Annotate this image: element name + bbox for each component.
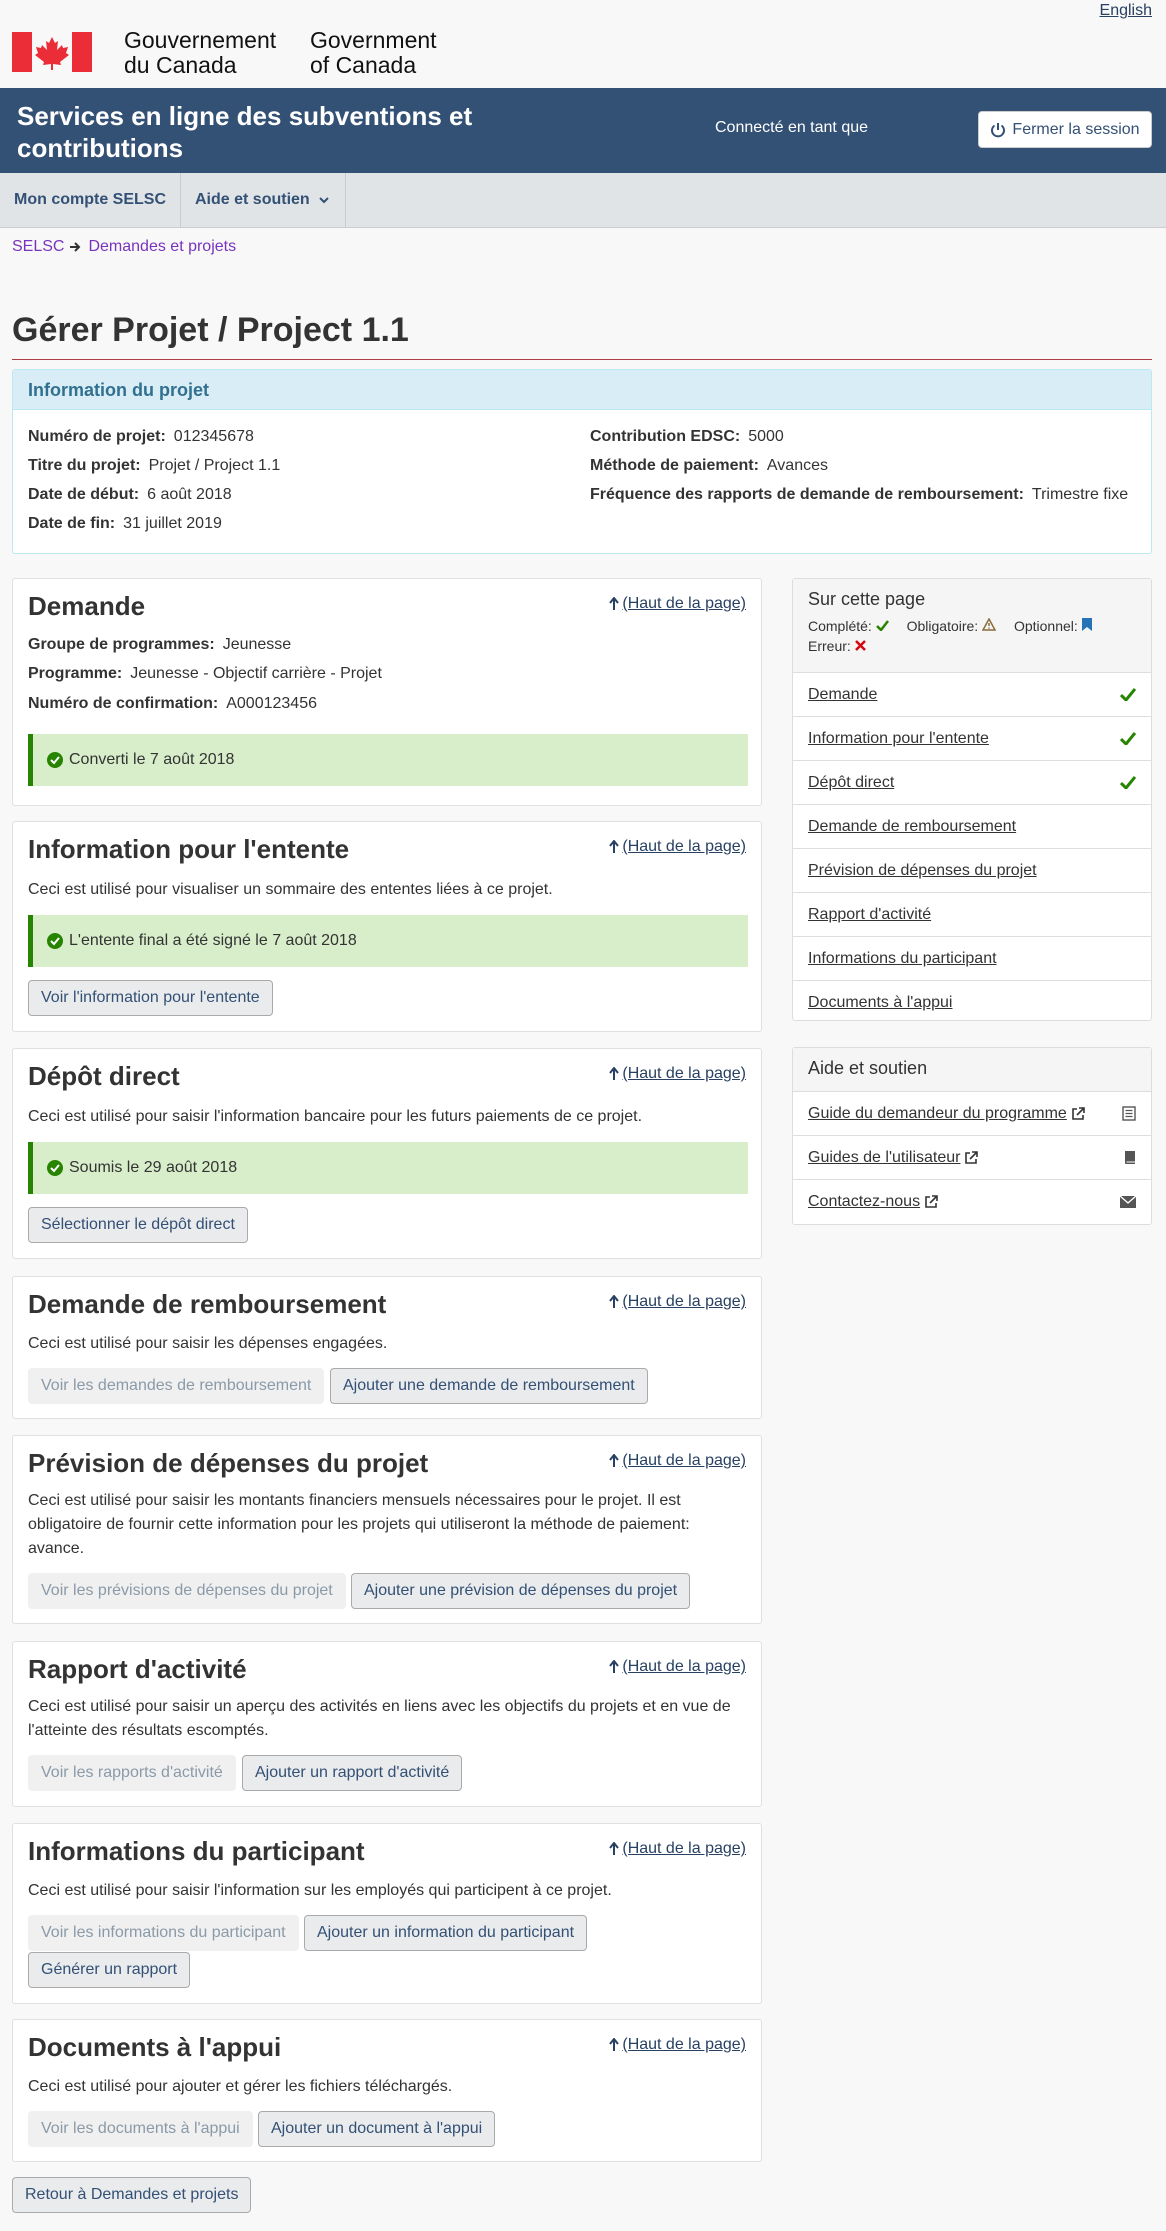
logout-label: Fermer la session (1012, 120, 1140, 138)
nav-item-activite: Rapport d'activité (793, 893, 1151, 937)
back-to-top-link[interactable]: (Haut de la page) (608, 2036, 746, 2054)
project-report-frequency: Fréquence des rapports de demande de remboursement: Trimestre fixe (590, 486, 1129, 503)
help-item-guide-program: Guide du demandeur du programme (793, 1092, 1151, 1136)
check-icon (1120, 732, 1136, 745)
breadcrumb-current-link[interactable]: Demandes et projets (88, 238, 237, 255)
external-link-icon (964, 1151, 978, 1165)
section-title: Rapport d'activité (28, 1654, 247, 1684)
add-forecast-button[interactable]: Ajouter une prévision de dépenses du projet (351, 1573, 690, 1609)
menu-item-account[interactable]: Mon compte SELSC (0, 173, 181, 227)
arrow-up-icon (608, 2038, 620, 2052)
section-description: Ceci est utilisé pour saisir les dépenses engagées. (28, 1335, 388, 1352)
external-link-icon (1071, 1107, 1085, 1121)
generate-report-button[interactable]: Générer un rapport (28, 1952, 190, 1988)
section-activite (12, 1641, 762, 1807)
arrow-up-icon (608, 1454, 620, 1468)
section-description: Ceci est utilisé pour saisir l'information bancaire pour les futurs paiements de ce projet. (28, 1108, 643, 1125)
book-icon (1124, 1150, 1136, 1165)
nav-item-documents: Documents à l'appui (808, 994, 953, 1011)
signature-french: Gouvernement du Canada (124, 27, 277, 78)
on-this-page-panel (792, 578, 1152, 1021)
arrow-up-icon (608, 1067, 620, 1081)
menu-item-help[interactable] (181, 173, 346, 227)
help-panel-title: Aide et soutien (808, 1058, 928, 1078)
help-panel (792, 1047, 1152, 1225)
main-menu (0, 173, 1166, 228)
power-icon (990, 122, 1006, 138)
section-remboursement (12, 1276, 762, 1419)
add-document-button[interactable]: Ajouter un document à l'appui (258, 2111, 495, 2147)
view-forecasts-button[interactable]: Voir les prévisions de dépenses du projet (28, 1573, 346, 1609)
nav-item-entente: Information pour l'entente (793, 717, 1151, 761)
back-to-top-link[interactable]: (Haut de la page) (608, 595, 746, 613)
back-to-top-link[interactable]: (Haut de la page) (608, 1658, 746, 1676)
arrow-up-icon (608, 1295, 620, 1309)
arrow-up-icon (608, 597, 620, 611)
project-contribution: Contribution EDSC: 5000 (590, 428, 784, 445)
document-list-icon (1122, 1106, 1136, 1121)
envelope-icon (1120, 1196, 1136, 1208)
nav-item-demande: Demande (793, 673, 1151, 717)
view-agreement-button[interactable]: Voir l'information pour l'entente (28, 980, 273, 1016)
on-this-page-title: Sur cette page (808, 589, 926, 609)
project-end-date: Date de fin: 31 juillet 2019 (28, 515, 222, 532)
view-participants-button[interactable]: Voir les informations du participant (28, 1915, 299, 1951)
check-circle-icon (47, 752, 63, 768)
help-item-contact: Contactez-nous (793, 1180, 1151, 1224)
project-title: Titre du projet: Projet / Project 1.1 (28, 457, 281, 474)
breadcrumb (12, 238, 236, 256)
check-icon (876, 620, 889, 631)
status-alert: Soumis le 29 août 2018 (28, 1142, 748, 1194)
section-description: Ceci est utilisé pour saisir les montants financiers mensuels nécessaires pour le projet. Il est obligatoire de fournir cette information pour les projets qui utiliseront la méthode de paiement: avance. (28, 1492, 690, 1557)
section-description: Ceci est utilisé pour ajouter et gérer les fichiers téléchargés. (28, 2078, 453, 2095)
nav-item-depot: Dépôt direct (793, 761, 1151, 805)
view-activity-reports-button[interactable]: Voir les rapports d'activité (28, 1755, 236, 1791)
check-icon (1120, 688, 1136, 701)
bookmark-icon (1082, 618, 1092, 631)
arrow-up-icon (608, 1842, 620, 1856)
logout-button[interactable] (978, 111, 1152, 148)
back-to-top-link[interactable]: (Haut de la page) (608, 1065, 746, 1083)
check-circle-icon (47, 1160, 63, 1176)
confirmation-number: Numéro de confirmation: A000123456 (28, 695, 317, 712)
section-description: Ceci est utilisé pour visualiser un sommaire des ententes liées à ce projet. (28, 881, 553, 898)
arrow-up-icon (608, 1660, 620, 1674)
section-prevision (12, 1435, 762, 1624)
view-claims-button[interactable]: Voir les demandes de remboursement (28, 1368, 324, 1404)
breadcrumb-root-link[interactable]: SELSC (12, 238, 65, 255)
section-title: Information pour l'entente (28, 834, 350, 864)
error-x-icon (855, 640, 866, 651)
canada-flag-icon (12, 32, 92, 72)
page-title: Gérer Projet / Project 1.1 (12, 311, 409, 349)
connected-as-text: Connecté en tant que (715, 119, 869, 136)
project-number: Numéro de projet: 012345678 (28, 428, 254, 445)
chevron-down-icon (318, 194, 330, 206)
arrow-up-icon (608, 840, 620, 854)
section-title: Prévision de dépenses du projet (28, 1448, 429, 1478)
back-to-top-link[interactable]: (Haut de la page) (608, 1840, 746, 1858)
section-title: Demande de remboursement (28, 1289, 387, 1319)
program: Programme: Jeunesse - Objectif carrière - Projet (28, 665, 382, 682)
check-icon (1120, 776, 1136, 789)
section-title: Dépôt direct (28, 1061, 180, 1091)
project-start-date: Date de début: 6 août 2018 (28, 486, 232, 503)
status-alert: Converti le 7 août 2018 (28, 734, 748, 786)
project-info-heading: Information du projet (13, 370, 1151, 410)
section-demande (12, 578, 762, 806)
back-to-requests-button[interactable]: Retour à Demandes et projets (12, 2177, 251, 2213)
section-title: Documents à l'appui (28, 2032, 282, 2062)
select-direct-deposit-button[interactable]: Sélectionner le dépôt direct (28, 1207, 248, 1243)
warning-icon (982, 618, 996, 631)
section-participant (12, 1823, 762, 2004)
program-group: Groupe de programmes: Jeunesse (28, 636, 292, 653)
back-to-top-link[interactable]: (Haut de la page) (608, 1293, 746, 1311)
app-title: Services en ligne des subventions et contributions (17, 101, 473, 163)
project-payment-method: Méthode de paiement: Avances (590, 457, 828, 474)
section-description: Ceci est utilisé pour saisir l'information sur les employés qui participent à ce projet. (28, 1882, 612, 1899)
language-toggle-link[interactable]: English (1099, 2, 1152, 19)
add-activity-report-button[interactable]: Ajouter un rapport d'activité (242, 1755, 462, 1791)
add-claim-button[interactable]: Ajouter une demande de remboursement (330, 1368, 648, 1404)
back-to-top-link[interactable]: (Haut de la page) (608, 1452, 746, 1470)
nav-item-prevision: Prévision de dépenses du projet (793, 849, 1151, 893)
project-info-panel (12, 369, 1152, 554)
nav-item-participant: Informations du participant (793, 937, 1151, 981)
signature-english: Government of Canada (310, 27, 437, 78)
add-participant-button[interactable]: Ajouter un information du participant (304, 1915, 587, 1951)
section-description: Ceci est utilisé pour saisir un aperçu des activités en liens avec les objectifs du projets et en vue de l'atteinte des résultats escomptés. (28, 1698, 731, 1739)
application-bar (0, 88, 1166, 173)
arrow-right-icon (70, 242, 82, 252)
section-title: Informations du participant (28, 1836, 365, 1866)
section-title: Demande (28, 591, 146, 621)
title-divider (12, 359, 1152, 360)
status-legend: Complété: Obligatoire: Optionnel: Erreur: (808, 616, 1136, 656)
back-to-top-link[interactable]: (Haut de la page) (608, 838, 746, 856)
external-link-icon (924, 1195, 938, 1209)
section-entente (12, 821, 762, 1032)
status-alert: L'entente final a été signé le 7 août 2018 (28, 915, 748, 967)
section-depot-direct (12, 1048, 762, 1259)
check-circle-icon (47, 933, 63, 949)
view-documents-button[interactable]: Voir les documents à l'appui (28, 2111, 253, 2147)
section-documents (12, 2019, 762, 2162)
nav-item-remboursement: Demande de remboursement (793, 805, 1151, 849)
help-item-user-guides: Guides de l'utilisateur (793, 1136, 1151, 1180)
menu-help-label: Aide et soutien (195, 191, 310, 208)
